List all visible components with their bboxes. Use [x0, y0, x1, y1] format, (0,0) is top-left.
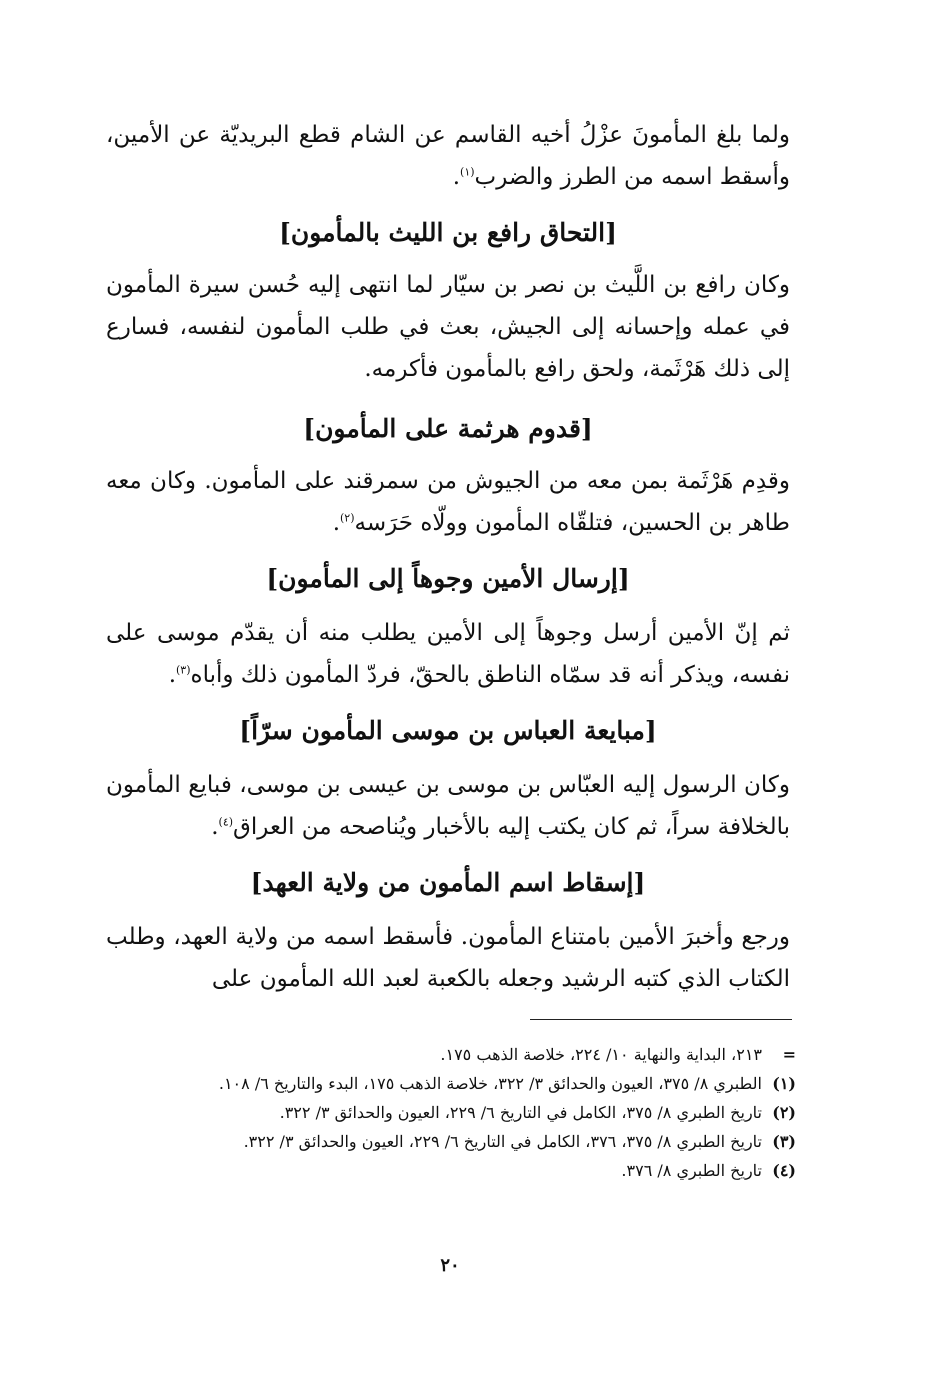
footnote-item [106, 1127, 796, 1156]
paragraph-text: وكان الرسول إليه العبّاس بن موسى بن عيسى بن موسى، فبايع المأمون بالخلافة سراً، ثم كان يكتب إليه بالأخبار ويُناصحه من العراق [106, 772, 790, 840]
paragraph-text: وقدِم هَرْثَمة بمن معه من الجيوش من سمرقند على المأمون. وكان معه طاهر بن الحسين، فتلقّاه المأمون وولّاه حَرَسه [106, 468, 790, 536]
section-heading-succession: [إسقاط اسم المأمون من ولاية العهد] [250, 868, 646, 897]
paragraph-5 [106, 764, 790, 848]
footnote-text: تاريخ الطبري ٨/ ٣٧٦. [621, 1161, 762, 1180]
paragraph-1 [106, 114, 790, 198]
footnote-divider [530, 1019, 792, 1020]
paragraph-text: وكان رافع بن اللَّيث بن نصر بن سيّار لما انتهى إليه حُسن سيرة المأمون في عمله وإحسانه إلى الجيش، بعث في طلب المأمون لنفسه، فسارع إلى ذلك هَرْثَمة، ولحق رافع بالمأمون فأكرمه. [106, 272, 790, 382]
paragraph-text: ورجع وأخبرَ الأمين بامتناع المأمون. فأسقط اسمه من ولاية العهد، وطلب الكتاب الذي كتبه الرشيد وجعله بالكعبة لعبد الله المأمون على [106, 924, 790, 992]
footnote-ref: (٢) [340, 511, 355, 525]
footnote-item [106, 1069, 796, 1098]
paragraph-end: . [168, 662, 176, 688]
footnotes-section [106, 1040, 796, 1185]
section-heading-envoys: [إرسال الأمين وجوهاً إلى المأمون] [266, 564, 630, 593]
footnote-item [106, 1040, 796, 1069]
footnote-marker: (١) [772, 1074, 796, 1093]
footnote-marker: (٣) [772, 1132, 796, 1151]
page-number: ٢٠ [440, 1255, 460, 1276]
paragraph-end: . [211, 814, 219, 840]
footnote-marker: (٤) [772, 1161, 796, 1180]
section-heading-harthama: [قدوم هرثمة على المأمون] [303, 414, 593, 443]
paragraph-end: . [332, 510, 340, 536]
footnote-item [106, 1156, 796, 1185]
footnote-text: تاريخ الطبري ٨/ ٣٧٥، ٣٧٦، الكامل في التاريخ ٦/ ٢٢٩، العيون والحدائق ٣/ ٣٢٢. [243, 1132, 762, 1151]
section-heading-abbas: [مبايعة العباس بن موسى المأمون سرّاً] [239, 716, 657, 745]
paragraph-end: . [452, 164, 461, 190]
footnote-ref: (٤) [218, 815, 234, 829]
paragraph-text: ولما بلغ المأمونَ عزْلُ أخيه القاسم عن الشام قطع البريديّة عن الأمين، وأسقط اسمه من الطرز والضرب [106, 122, 790, 190]
paragraph-6 [106, 916, 790, 1000]
footnote-text: ٢١٣، البداية والنهاية ١٠/ ٢٢٤، خلاصة الذهب ١٧٥. [440, 1045, 762, 1064]
footnote-ref: (١) [460, 165, 475, 179]
footnote-ref: (٣) [176, 663, 191, 677]
footnote-item [106, 1098, 796, 1127]
footnote-marker: (٢) [772, 1103, 796, 1122]
paragraph-3 [106, 460, 790, 544]
footnote-text: تاريخ الطبري ٨/ ٣٧٥، الكامل في التاريخ ٦/ ٢٢٩، العيون والحدائق ٣/ ٣٢٢. [279, 1103, 762, 1122]
paragraph-text: ثم إنّ الأمين أرسل وجوهاً إلى الأمين يطلب منه أن يقدّم موسى على نفسه، ويذكر أنه قد سمّاه الناطق بالحقّ، فردّ المأمون ذلك وأباه [106, 620, 790, 688]
paragraph-4 [106, 612, 790, 696]
paragraph-2 [106, 264, 790, 390]
footnote-text: الطبري ٨/ ٣٧٥، العيون والحدائق ٣/ ٣٢٢، خلاصة الذهب ١٧٥، البدء والتاريخ ٦/ ١٠٨. [218, 1074, 762, 1093]
footnote-marker: = [782, 1045, 796, 1064]
section-heading-rafi: [التحاق رافع بن الليث بالمأمون] [279, 218, 617, 247]
